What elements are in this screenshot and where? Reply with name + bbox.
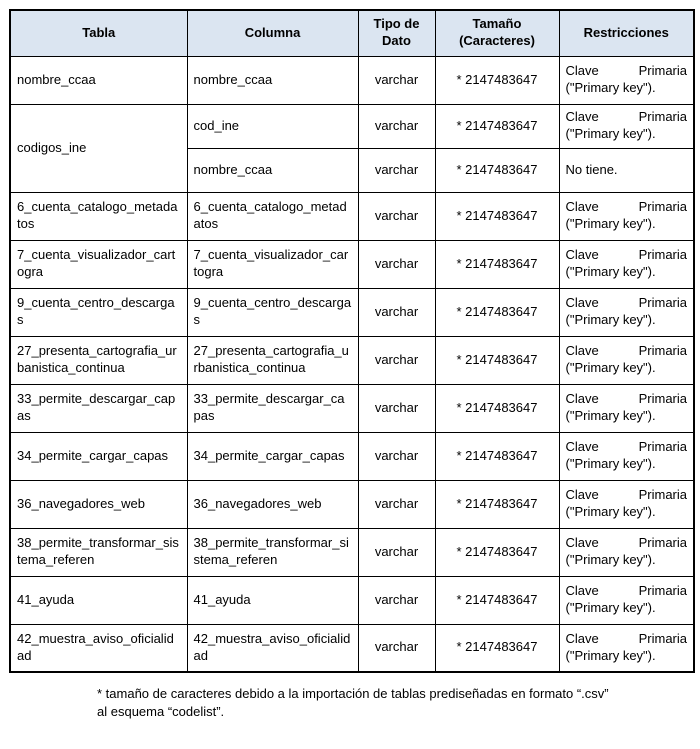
table-row [10, 624, 694, 672]
cell-restricciones: Clave Primaria ("Primary key"). [559, 56, 694, 104]
cell-restricciones: No tiene. [559, 148, 694, 192]
cell-columna: 41_ayuda [187, 576, 358, 624]
cell-tabla: 38_permite_transformar_sistema_referen [10, 528, 187, 576]
table-row [10, 104, 694, 148]
cell-tabla: 41_ayuda [10, 576, 187, 624]
cell-tamano: * 2147483647 [435, 480, 559, 528]
cell-tipo: varchar [358, 148, 435, 192]
cell-tipo: varchar [358, 480, 435, 528]
cell-restricciones: Clave Primaria ("Primary key"). [559, 480, 694, 528]
cell-columna: nombre_ccaa [187, 56, 358, 104]
cell-tamano: * 2147483647 [435, 336, 559, 384]
cell-tabla: 33_permite_descargar_capas [10, 384, 187, 432]
cell-tabla: 42_muestra_aviso_oficialidad [10, 624, 187, 672]
table-row [10, 432, 694, 480]
cell-tabla: 27_presenta_cartografia_urbanistica_continua [10, 336, 187, 384]
cell-columna: 42_muestra_aviso_oficialidad [187, 624, 358, 672]
cell-tabla: 34_permite_cargar_capas [10, 432, 187, 480]
cell-restricciones: Clave Primaria ("Primary key"). [559, 336, 694, 384]
col-header-tipo-de-dato: Tipo de Dato [358, 10, 435, 56]
cell-restricciones: Clave Primaria ("Primary key"). [559, 288, 694, 336]
cell-tipo: varchar [358, 384, 435, 432]
cell-tabla: 9_cuenta_centro_descargas [10, 288, 187, 336]
cell-columna: 9_cuenta_centro_descargas [187, 288, 358, 336]
cell-tipo: varchar [358, 528, 435, 576]
cell-restricciones: Clave Primaria ("Primary key"). [559, 240, 694, 288]
cell-tamano: * 2147483647 [435, 192, 559, 240]
cell-columna: 33_permite_descargar_capas [187, 384, 358, 432]
cell-columna: 34_permite_cargar_capas [187, 432, 358, 480]
cell-columna: 27_presenta_cartografia_urbanistica_continua [187, 336, 358, 384]
cell-tipo: varchar [358, 288, 435, 336]
footnote [97, 685, 700, 720]
col-header-tamano: Tamaño (Caracteres) [435, 10, 559, 56]
cell-tabla: codigos_ine [10, 104, 187, 192]
cell-columna: 7_cuenta_visualizador_cartogra [187, 240, 358, 288]
cell-columna: 36_navegadores_web [187, 480, 358, 528]
cell-tamano: * 2147483647 [435, 104, 559, 148]
cell-tamano: * 2147483647 [435, 432, 559, 480]
table-row [10, 528, 694, 576]
table-row [10, 576, 694, 624]
table-row [10, 384, 694, 432]
cell-tabla: 6_cuenta_catalogo_metadatos [10, 192, 187, 240]
cell-tipo: varchar [358, 624, 435, 672]
cell-tipo: varchar [358, 192, 435, 240]
data-dictionary-table [9, 9, 695, 673]
cell-tipo: varchar [358, 336, 435, 384]
table-row [10, 480, 694, 528]
footnote-line-2: al esquema “codelist”. [97, 703, 225, 719]
cell-tamano: * 2147483647 [435, 56, 559, 104]
cell-tabla: 7_cuenta_visualizador_cartogra [10, 240, 187, 288]
cell-restricciones: Clave Primaria ("Primary key"). [559, 624, 694, 672]
cell-restricciones: Clave Primaria ("Primary key"). [559, 528, 694, 576]
cell-columna: nombre_ccaa [187, 148, 358, 192]
cell-tamano: * 2147483647 [435, 576, 559, 624]
cell-tipo: varchar [358, 240, 435, 288]
cell-tipo: varchar [358, 576, 435, 624]
cell-tamano: * 2147483647 [435, 288, 559, 336]
table-row [10, 240, 694, 288]
cell-tabla: nombre_ccaa [10, 56, 187, 104]
footnote-line-1: * tamaño de caracteres debido a la importación de tablas prediseñadas en formato “.csv” [97, 686, 609, 701]
cell-tipo: varchar [358, 104, 435, 148]
cell-restricciones: Clave Primaria ("Primary key"). [559, 432, 694, 480]
table-row [10, 192, 694, 240]
cell-restricciones: Clave Primaria ("Primary key"). [559, 576, 694, 624]
col-header-restricciones: Restricciones [559, 10, 694, 56]
cell-restricciones: Clave Primaria ("Primary key"). [559, 192, 694, 240]
header-row [10, 10, 694, 56]
cell-restricciones: Clave Primaria ("Primary key"). [559, 384, 694, 432]
cell-columna: 38_permite_transformar_sistema_referen [187, 528, 358, 576]
cell-restricciones: Clave Primaria ("Primary key"). [559, 104, 694, 148]
col-header-tabla: Tabla [10, 10, 187, 56]
col-header-columna: Columna [187, 10, 358, 56]
cell-tamano: * 2147483647 [435, 624, 559, 672]
table-row [10, 288, 694, 336]
cell-tabla: 36_navegadores_web [10, 480, 187, 528]
cell-tamano: * 2147483647 [435, 384, 559, 432]
cell-tamano: * 2147483647 [435, 240, 559, 288]
cell-tamano: * 2147483647 [435, 148, 559, 192]
cell-tipo: varchar [358, 432, 435, 480]
cell-tamano: * 2147483647 [435, 528, 559, 576]
cell-columna: 6_cuenta_catalogo_metadatos [187, 192, 358, 240]
cell-columna: cod_ine [187, 104, 358, 148]
table-row [10, 336, 694, 384]
cell-tipo: varchar [358, 56, 435, 104]
table-row [10, 56, 694, 104]
